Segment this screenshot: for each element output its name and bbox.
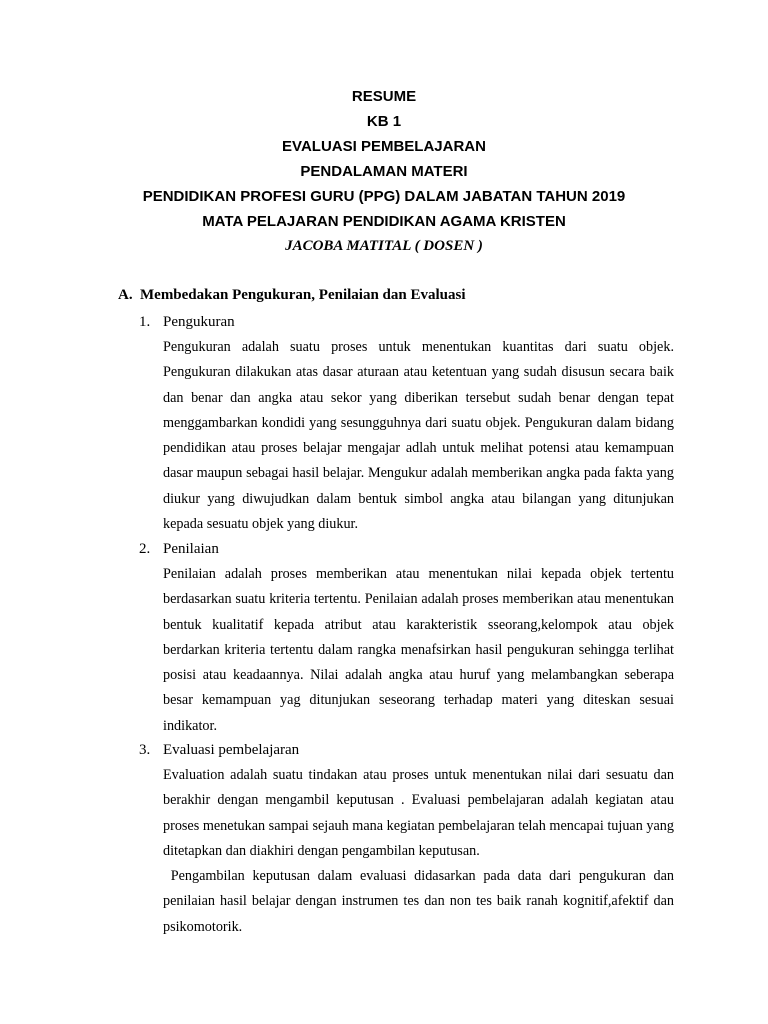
list-item-title: Evaluasi pembelajaran	[163, 742, 300, 758]
author-name: JACOBA MATITAL ( DOSEN )	[285, 238, 483, 254]
list-item-title: Pengukuran	[163, 314, 235, 330]
paragraph-penilaian: Penilaian adalah proses memberikan atau menentukan nilai kepada objek tertentu berdasarkan suatu kriteria tertentu. Penilaian adalah proses memberikan atau menentukan bentuk kualitatif kepada atribut atau karakteristik sseorang,kelompok atau objek berdarkan kriteria tertentu dalam rangka menafsirkan hasil pengukuran sehingga terlihat posisi atau keadaannya. Nilai adalah angka atau huruf yang melambangkan seberapa besar kemampuan yag ditunjukan seseorang terhadap materi yang diteskan sesuai indikator.	[163, 566, 674, 734]
title-mata-pelajaran: MATA PELAJARAN PENDIDIKAN AGAMA KRISTEN	[202, 213, 566, 230]
list-item-heading	[139, 742, 299, 759]
title-resume: RESUME	[351, 88, 417, 105]
paragraph-pengukuran: Pengukuran adalah suatu proses untuk menentukan kuantitas dari suatu objek. Pengukuran dilakukan atas dasar aturaan atau ketentuan yang sudah disusun secara baik dan benar dan angka atau sekor yang diberikan tersebut sudah benar dengan tepat menggambarkan kondidi yang sesungguhnya dari suatu objek. Pengukuran dalam bidang pendidikan atau proses belajar mengajar adlah untuk melihat potensi atau kemampuan dasar maupun sebagai hasil belajar. Mengukur adalah memberikan angka pada fakta yang diukur yang diwujudkan dalam bentuk simbol angka atau bilangan yang ditunjukan kepada sesuatu objek yang diukur.	[163, 339, 674, 533]
list-item-heading	[139, 541, 219, 558]
title-pendalaman: PENDALAMAN MATERI	[300, 163, 468, 180]
title-ppg: PENDIDIKAN PROFESI GURU (PPG) DALAM JABATAN TAHUN 2019	[142, 188, 626, 205]
section-title: Membedakan Pengukuran, Penilaian dan Evaluasi	[140, 287, 466, 303]
paragraph-evaluasi: Evaluation adalah suatu tindakan atau proses untuk menentukan nilai dari sesuatu dan berakhir dengan mengambil keputusan . Evaluasi pembelajaran adalah kegiatan atau proses menetukan sampai sejauh mana kegiatan pembelajaran telah mencapai tujuan yang ditetapkan dan diakhiri dengan pengambilan keputusan.	[163, 767, 674, 859]
section-letter: A.	[118, 287, 133, 303]
list-item-title: Penilaian	[163, 541, 219, 557]
section-heading	[118, 287, 466, 304]
list-item-number: 3.	[139, 742, 151, 758]
title-evaluasi: EVALUASI PEMBELAJARAN	[282, 138, 486, 155]
title-kb: KB 1	[366, 113, 402, 130]
list-item-heading	[139, 314, 235, 331]
list-item-number: 2.	[139, 541, 151, 557]
list-item-number: 1.	[139, 314, 151, 330]
paragraph-pengambilan-keputusan: Pengambilan keputusan dalam evaluasi didasarkan pada data dari pengukuran dan penilaian hasil belajar dengan instrumen tes dan non tes baik ranah kognitif,afektif dan psikomotorik.	[163, 868, 678, 935]
